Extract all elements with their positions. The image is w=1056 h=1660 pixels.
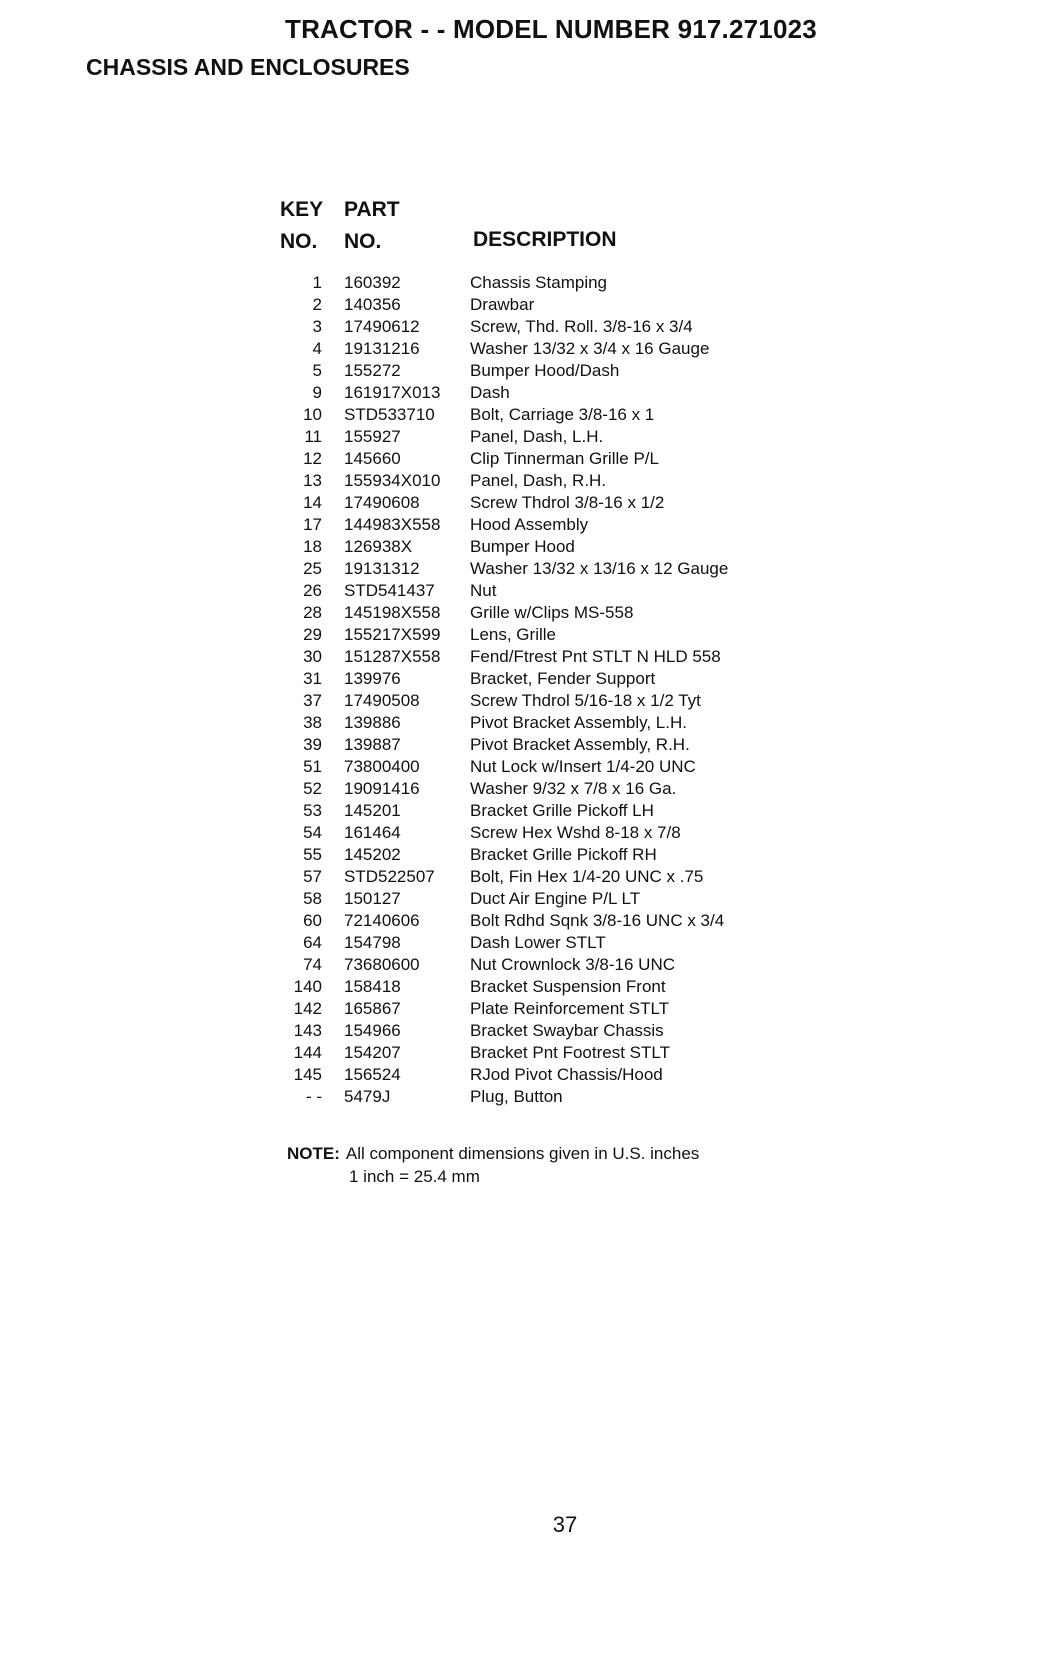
key-no: 144 xyxy=(293,1043,322,1062)
description-header: DESCRIPTION xyxy=(473,228,617,251)
key-header-line1: KEY xyxy=(280,198,324,221)
table-row xyxy=(270,712,830,734)
part-no: 73680600 xyxy=(344,955,420,974)
part-no: 144983X558 xyxy=(344,515,441,534)
table-row xyxy=(270,448,830,470)
part-no: 72140606 xyxy=(344,911,420,930)
key-no: 14 xyxy=(303,493,322,512)
table-row xyxy=(270,1086,830,1108)
key-no: 38 xyxy=(303,713,322,732)
part-description: Pivot Bracket Assembly, R.H. xyxy=(470,735,690,754)
table-row xyxy=(270,646,830,668)
part-no: 145198X558 xyxy=(344,603,441,622)
part-no: 139887 xyxy=(344,735,401,754)
key-no: 140 xyxy=(293,977,322,996)
part-description: Bracket Grille Pickoff LH xyxy=(470,801,654,820)
section-title: CHASSIS AND ENCLOSURES xyxy=(86,54,410,80)
part-description: Bumper Hood xyxy=(470,537,575,556)
key-no: 11 xyxy=(304,427,322,446)
table-row xyxy=(270,382,830,404)
table-row xyxy=(270,1064,830,1086)
part-description: Bracket Pnt Footrest STLT xyxy=(470,1043,670,1062)
part-no: 73800400 xyxy=(344,757,420,776)
part-no: 155217X599 xyxy=(344,625,441,644)
key-no: - - xyxy=(305,1087,322,1106)
part-description: Grille w/Clips MS-558 xyxy=(470,603,634,622)
part-no: 151287X558 xyxy=(344,647,441,666)
table-row xyxy=(270,294,830,316)
table-row xyxy=(270,536,830,558)
table-row xyxy=(270,822,830,844)
part-no: 155927 xyxy=(344,427,401,446)
part-no: 145202 xyxy=(344,845,401,864)
part-no: 155934X010 xyxy=(344,471,441,490)
table-row xyxy=(270,954,830,976)
part-no: 161917X013 xyxy=(344,383,441,402)
table-row xyxy=(270,1042,830,1064)
key-no: 4 xyxy=(312,339,322,358)
table-row xyxy=(270,338,830,360)
note-line1: All component dimensions given in U.S. inches xyxy=(345,1144,700,1163)
part-no: STD522507 xyxy=(344,867,435,886)
key-no: 64 xyxy=(303,933,322,952)
part-description: Pivot Bracket Assembly, L.H. xyxy=(470,713,687,732)
note xyxy=(287,1142,699,1188)
key-no: 60 xyxy=(303,911,322,930)
table-row xyxy=(270,668,830,690)
key-no: 13 xyxy=(303,471,322,490)
part-description: Screw, Thd. Roll. 3/8-16 x 3/4 xyxy=(470,317,693,336)
part-description: Plate Reinforcement STLT xyxy=(470,999,670,1018)
part-description: Bracket, Fender Support xyxy=(470,669,656,688)
part-description: Duct Air Engine P/L LT xyxy=(470,889,641,908)
part-description: Bolt, Carriage 3/8-16 x 1 xyxy=(470,405,655,424)
part-no: 126938X xyxy=(344,537,413,556)
table-row xyxy=(270,976,830,998)
key-no: 37 xyxy=(303,691,322,710)
part-description: Washer 13/32 x 13/16 x 12 Gauge xyxy=(470,559,729,578)
key-no: 55 xyxy=(303,845,322,864)
part-description: Dash xyxy=(470,383,510,402)
part-description: Panel, Dash, R.H. xyxy=(470,471,607,490)
key-no: 18 xyxy=(303,537,322,556)
table-row xyxy=(270,580,830,602)
part-description: Bracket Suspension Front xyxy=(470,977,666,996)
part-description: Chassis Stamping xyxy=(470,273,608,292)
part-no: 165867 xyxy=(344,999,401,1018)
part-description: Plug, Button xyxy=(470,1087,563,1106)
key-no: 26 xyxy=(303,581,322,600)
part-description: Fend/Ftrest Pnt STLT N HLD 558 xyxy=(470,647,721,666)
table-row xyxy=(270,404,830,426)
key-no: 53 xyxy=(303,801,322,820)
part-description: Nut Crownlock 3/8-16 UNC xyxy=(470,955,676,974)
part-no: 5479J xyxy=(344,1087,391,1106)
part-no: 140356 xyxy=(344,295,401,314)
table-row xyxy=(270,844,830,866)
part-no: 19131312 xyxy=(344,559,420,578)
part-no: 19131216 xyxy=(344,339,420,358)
table-row xyxy=(270,492,830,514)
table-row xyxy=(270,360,830,382)
table-row xyxy=(270,800,830,822)
key-no: 2 xyxy=(312,295,322,314)
table-row xyxy=(270,778,830,800)
part-description: Bolt Rdhd Sqnk 3/8-16 UNC x 3/4 xyxy=(470,911,725,930)
table-row xyxy=(270,888,830,910)
table-row xyxy=(270,734,830,756)
table-row xyxy=(270,1020,830,1042)
note-label: NOTE: xyxy=(287,1144,340,1163)
table-row xyxy=(270,932,830,954)
part-description: Lens, Grille xyxy=(470,625,556,644)
table-row xyxy=(270,690,830,712)
page-title: TRACTOR - - MODEL NUMBER 917.271023 xyxy=(285,14,817,44)
part-no: 161464 xyxy=(344,823,401,842)
part-description: Nut xyxy=(470,581,497,600)
key-no: 145 xyxy=(293,1065,322,1084)
key-no: 1 xyxy=(312,273,322,292)
part-description: Bumper Hood/Dash xyxy=(470,361,620,380)
key-no: 12 xyxy=(303,449,322,468)
part-no: 154798 xyxy=(344,933,401,952)
key-no: 30 xyxy=(303,647,322,666)
part-description: Screw Hex Wshd 8-18 x 7/8 xyxy=(470,823,681,842)
part-no: 139976 xyxy=(344,669,401,688)
part-description: Hood Assembly xyxy=(470,515,589,534)
key-no: 31 xyxy=(303,669,322,688)
part-header-line1: PART xyxy=(344,198,400,221)
part-description: Panel, Dash, L.H. xyxy=(470,427,604,446)
key-no: 142 xyxy=(293,999,322,1018)
table-row xyxy=(270,272,830,294)
part-no: STD533710 xyxy=(344,405,435,424)
part-description: RJod Pivot Chassis/Hood xyxy=(470,1065,663,1084)
part-no: 17490612 xyxy=(344,317,420,336)
part-no: 139886 xyxy=(344,713,401,732)
part-no: 158418 xyxy=(344,977,401,996)
key-no: 52 xyxy=(303,779,322,798)
table-row xyxy=(270,910,830,932)
part-description: Bracket Swaybar Chassis xyxy=(470,1021,664,1040)
table-row xyxy=(270,866,830,888)
part-no: 17490608 xyxy=(344,493,420,512)
table-row xyxy=(270,558,830,580)
table-row xyxy=(270,316,830,338)
table-row xyxy=(270,756,830,778)
part-no: 19091416 xyxy=(344,779,420,798)
part-no: 154966 xyxy=(344,1021,401,1040)
part-no: 160392 xyxy=(344,273,401,292)
table-row xyxy=(270,624,830,646)
key-header-line2: NO. xyxy=(280,230,318,253)
key-no: 58 xyxy=(303,889,322,908)
key-no: 57 xyxy=(303,867,322,886)
key-no: 10 xyxy=(303,405,322,424)
part-no: 145660 xyxy=(344,449,401,468)
key-no: 143 xyxy=(293,1021,322,1040)
part-description: Screw Thdrol 5/16-18 x 1/2 Tyt xyxy=(470,691,701,710)
parts-list xyxy=(270,272,830,1108)
part-no: 154207 xyxy=(344,1043,401,1062)
table-row xyxy=(270,470,830,492)
part-description: Drawbar xyxy=(470,295,535,314)
part-header-line2: NO. xyxy=(344,230,382,253)
key-no: 51 xyxy=(303,757,322,776)
part-no: STD541437 xyxy=(344,581,435,600)
key-no: 25 xyxy=(303,559,322,578)
table-row xyxy=(270,602,830,624)
part-description: Nut Lock w/Insert 1/4-20 UNC xyxy=(470,757,696,776)
key-no: 17 xyxy=(303,515,322,534)
part-description: Washer 9/32 x 7/8 x 16 Ga. xyxy=(470,779,677,798)
part-description: Bracket Grille Pickoff RH xyxy=(470,845,657,864)
table-row xyxy=(270,426,830,448)
key-no: 74 xyxy=(303,955,322,974)
part-no: 17490508 xyxy=(344,691,420,710)
key-no: 3 xyxy=(312,317,322,336)
part-no: 145201 xyxy=(344,801,401,820)
key-no: 9 xyxy=(312,383,322,402)
page-number: 37 xyxy=(552,1512,578,1537)
note-line2: 1 inch = 25.4 mm xyxy=(349,1167,480,1186)
table-row xyxy=(270,514,830,536)
part-description: Washer 13/32 x 3/4 x 16 Gauge xyxy=(470,339,710,358)
part-no: 156524 xyxy=(344,1065,401,1084)
part-no: 155272 xyxy=(344,361,401,380)
key-no: 39 xyxy=(303,735,322,754)
part-description: Clip Tinnerman Grille P/L xyxy=(470,449,659,468)
part-description: Bolt, Fin Hex 1/4-20 UNC x .75 xyxy=(470,867,704,886)
key-no: 5 xyxy=(312,361,322,380)
key-no: 28 xyxy=(303,603,322,622)
part-no: 150127 xyxy=(344,889,401,908)
key-no: 29 xyxy=(303,625,322,644)
key-no: 54 xyxy=(303,823,322,842)
part-description: Screw Thdrol 3/8-16 x 1/2 xyxy=(470,493,665,512)
table-row xyxy=(270,998,830,1020)
part-description: Dash Lower STLT xyxy=(470,933,606,952)
